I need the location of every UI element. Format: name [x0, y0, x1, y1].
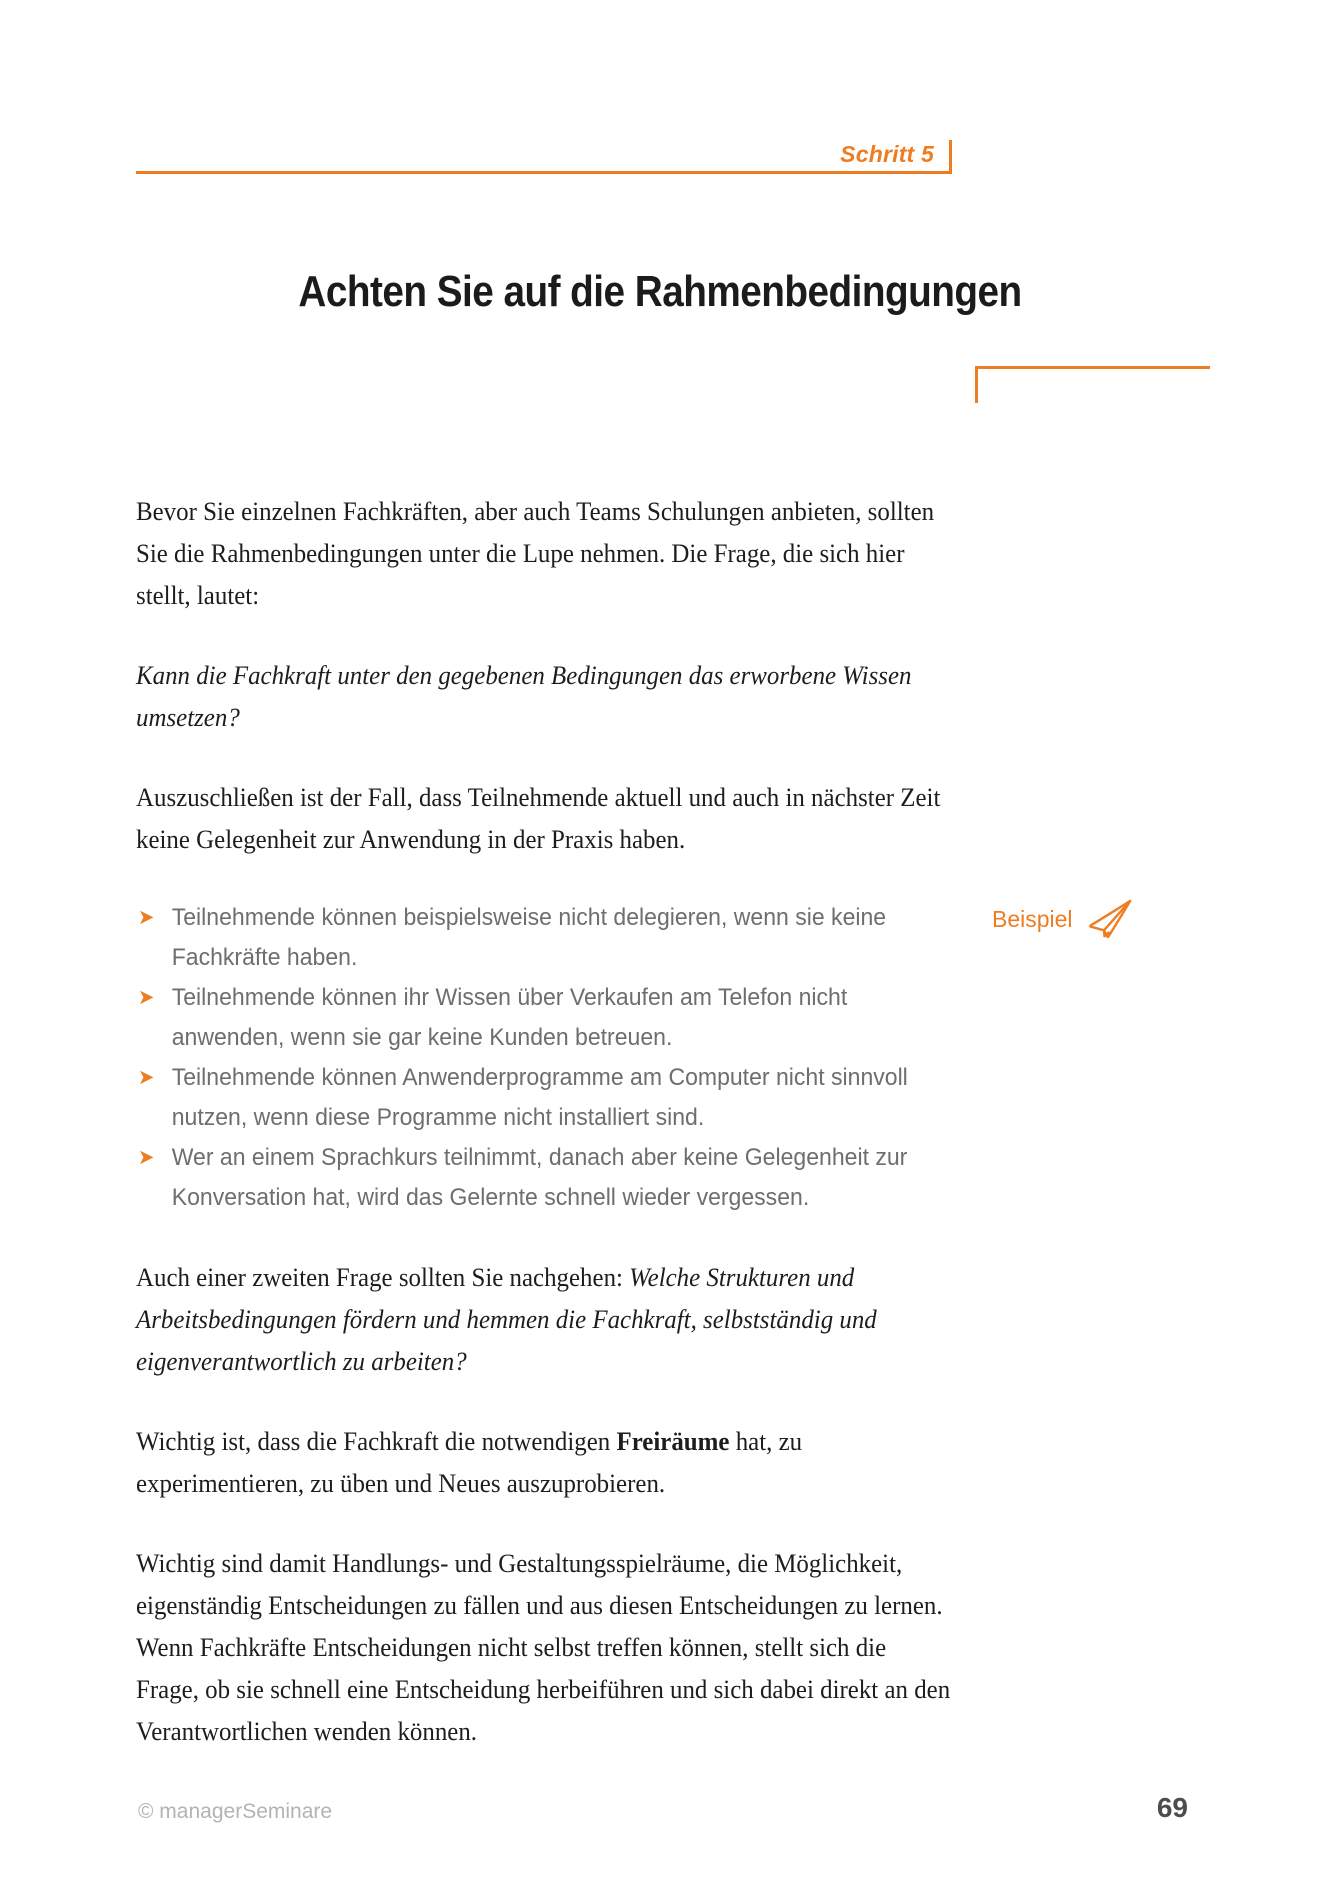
freiraeume-text-after: hat, zu experimentieren, zu üben und Neues auszuprobieren. — [136, 1426, 803, 1498]
list-item — [136, 1058, 954, 1138]
page-title: Achten Sie auf die Rahmenbedingungen — [298, 267, 1022, 317]
main-text-column — [136, 490, 954, 1752]
question-paragraph: Kann die Fachkraft unter den gegebenen Bedingungen das erworbene Wissen umsetzen? — [136, 660, 912, 732]
list-item — [136, 1138, 954, 1218]
list-item-label: Teilnehmende können Anwenderprogramme am Computer nicht sinnvoll nutzen, wenn diese Programme nicht installiert sind. — [171, 1064, 908, 1131]
freiraeume-text-before: Wichtig ist, dass die Fachkraft die notwendigen — [136, 1426, 617, 1456]
closing-paragraph: Wichtig sind damit Handlungs- und Gestaltungsspielräume, die Möglichkeit, eigenständig Entscheidungen zu fällen und aus diesen Entscheidungen zu lernen. Wenn Fachkräfte Entscheidungen nicht selbst treffen können, stellt sich die Frage, ob sie schnell eine Entscheidung herbeiführen und sich dabei direkt an den Verantwortlichen wenden können. — [136, 1548, 951, 1746]
step-label: Schritt 5 — [840, 141, 934, 167]
header-rule-end-tick — [949, 140, 952, 174]
example-callout-label: Beispiel — [992, 905, 1073, 932]
decorative-corner-bracket — [975, 366, 1210, 403]
paper-plane-icon — [1087, 898, 1133, 940]
second-question-lead: Auch einer zweiten Frage sollten Sie nachgehen: — [136, 1262, 630, 1292]
freiraeume-emphasis: Freiräume — [616, 1426, 730, 1456]
header-rule — [136, 171, 952, 174]
freiraeume-paragraph — [136, 1420, 954, 1504]
intro-paragraph: Bevor Sie einzelnen Fachkräften, aber auch Teams Schulungen anbieten, sollten Sie die Rahmenbedingungen unter die Lupe nehmen. Die Frage, die sich hier stellt, lautet: — [136, 496, 935, 610]
list-item — [136, 978, 954, 1058]
second-question-italic: Welche Strukturen und Arbeitsbedingungen fördern und hemmen die Fachkraft, selbstständig und eigenverantwortlich zu arbeiten? — [136, 1262, 877, 1376]
page-number: 69 — [1156, 1792, 1188, 1823]
example-bullet-list — [136, 898, 954, 1218]
bracket-horizontal-line — [975, 366, 1210, 369]
list-item-label: Teilnehmende können ihr Wissen über Verkaufen am Telefon nicht anwenden, wenn sie gar keine Kunden betreuen. — [171, 984, 848, 1051]
example-callout — [992, 898, 1133, 940]
arrow-right-triangle-icon: ➤ — [137, 986, 155, 1009]
arrow-right-triangle-icon: ➤ — [137, 906, 155, 929]
exclusion-paragraph: Auszuschließen ist der Fall, dass Teilnehmende aktuell und auch in nächster Zeit keine Gelegenheit zur Anwendung in der Praxis haben. — [136, 782, 941, 854]
list-item-label: Teilnehmende können beispielsweise nicht delegieren, wenn sie keine Fachkräfte haben. — [171, 904, 887, 971]
list-item-label: Wer an einem Sprachkurs teilnimmt, danach aber keine Gelegenheit zur Konversation hat, wird das Gelernte schnell wieder vergessen. — [171, 1144, 908, 1211]
second-question-paragraph — [136, 1256, 954, 1382]
bracket-vertical-line — [975, 366, 978, 403]
arrow-right-triangle-icon: ➤ — [137, 1066, 155, 1089]
footer-copyright: © managerSeminare — [138, 1800, 333, 1823]
arrow-right-triangle-icon: ➤ — [137, 1146, 155, 1169]
page-header — [136, 128, 952, 188]
list-item — [136, 898, 954, 978]
